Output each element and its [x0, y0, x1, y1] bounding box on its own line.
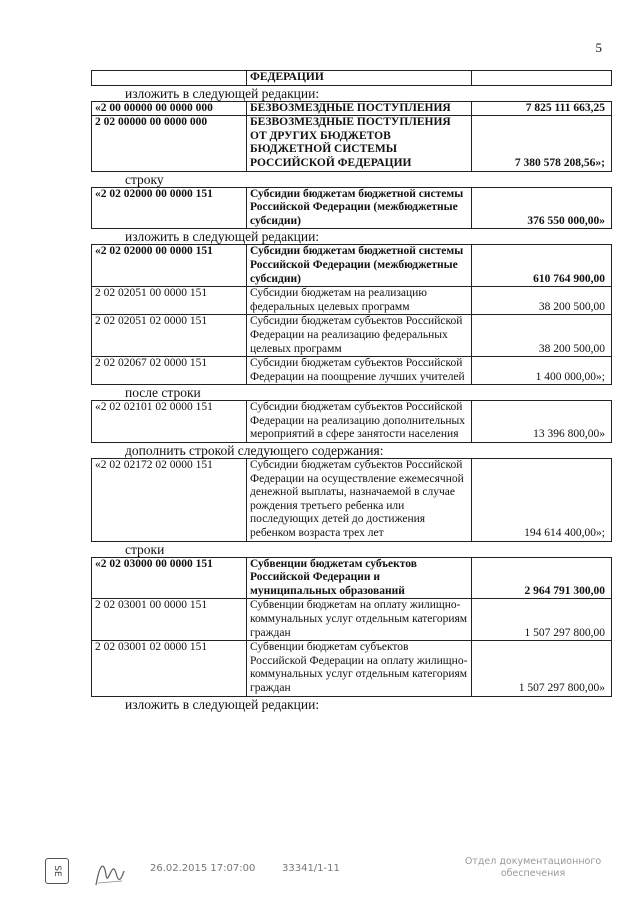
- amount-cell: 194 614 400,00»;: [472, 459, 612, 542]
- amount-cell: 2 964 791 300,00: [472, 557, 612, 599]
- instruction-text: строки: [125, 541, 165, 557]
- department-watermark: Отдел документационного обеспечения: [464, 856, 602, 879]
- instruction-text: строку: [125, 171, 164, 187]
- code-cell: «2 02 03000 00 0000 151: [92, 557, 247, 599]
- budget-table: [91, 101, 612, 172]
- registration-stamp: SE: [45, 858, 69, 884]
- amount-cell: 610 764 900,00: [472, 245, 612, 287]
- amount-cell: 1 507 297 800,00: [472, 599, 612, 641]
- code-cell: 2 02 02051 00 0000 151: [92, 287, 247, 315]
- budget-table: [91, 458, 612, 542]
- table-row: [92, 557, 612, 599]
- document-body: [91, 70, 605, 712]
- name-cell: БЕЗВОЗМЕЗДНЫЕ ПОСТУПЛЕНИЯ: [247, 101, 472, 116]
- page-footer: [0, 853, 640, 893]
- table-row: [92, 641, 612, 696]
- table-row: [92, 401, 612, 443]
- name-cell: Субвенции бюджетам на оплату жилищно-коммунальных услуг отдельным категориям граждан: [247, 599, 472, 641]
- amount-cell: [472, 71, 612, 86]
- instruction-text: дополнить строкой следующего содержания:: [125, 443, 384, 459]
- name-cell: Субсидии бюджетам бюджетной системы Российской Федерации (межбюджетные субсидии): [247, 187, 472, 229]
- footer-doc-number: 33341/1-11: [282, 863, 340, 874]
- instruction-text: изложить в следующей редакции:: [125, 229, 320, 245]
- name-cell: Субсидии бюджетам субъектов Российской Федерации на осуществление ежемесячной денежной выплаты, назначаемой в случае рождения третьего ребенка или последующих детей до достижения ребенком возраста трех лет: [247, 459, 472, 542]
- table-row: [92, 459, 612, 542]
- instruction-text: после строки: [125, 385, 201, 401]
- name-cell: Субсидии бюджетам субъектов Российской Федерации на реализацию федеральных целевых программ: [247, 315, 472, 357]
- name-cell: ФЕДЕРАЦИИ: [247, 71, 472, 86]
- page-number: 5: [595, 40, 602, 55]
- table-row: [92, 245, 612, 287]
- table-row: [92, 315, 612, 357]
- budget-table: [91, 244, 612, 385]
- amount-cell: 376 550 000,00»: [472, 187, 612, 229]
- code-cell: 2 02 03001 02 0000 151: [92, 641, 247, 696]
- code-cell: [92, 71, 247, 86]
- budget-table: [91, 70, 612, 86]
- code-cell: 2 02 02067 02 0000 151: [92, 357, 247, 385]
- amount-cell: 1 400 000,00»;: [472, 357, 612, 385]
- instruction-text: изложить в следующей редакции:: [125, 696, 320, 712]
- amount-cell: 7 825 111 663,25: [472, 101, 612, 116]
- signature-icon: [90, 853, 130, 893]
- table-row: [92, 101, 612, 116]
- code-cell: «2 02 02101 02 0000 151: [92, 401, 247, 443]
- code-cell: «2 02 02000 00 0000 151: [92, 245, 247, 287]
- instruction-text: изложить в следующей редакции:: [125, 85, 320, 101]
- code-cell: 2 02 02051 02 0000 151: [92, 315, 247, 357]
- table-row: [92, 357, 612, 385]
- code-cell: «2 00 00000 00 0000 000: [92, 101, 247, 116]
- table-row: [92, 116, 612, 171]
- budget-table: [91, 400, 612, 443]
- code-cell: 2 02 03001 00 0000 151: [92, 599, 247, 641]
- budget-table: [91, 187, 612, 230]
- name-cell: Субвенции бюджетам субъектов Российской Федерации на оплату жилищно-коммунальных услуг отдельным категориям граждан: [247, 641, 472, 696]
- name-cell: Субсидии бюджетам субъектов Российской Федерации на поощрение лучших учителей: [247, 357, 472, 385]
- amount-cell: 13 396 800,00»: [472, 401, 612, 443]
- name-cell: БЕЗВОЗМЕЗДНЫЕ ПОСТУПЛЕНИЯ ОТ ДРУГИХ БЮДЖЕТОВ БЮДЖЕТНОЙ СИСТЕМЫ РОССИЙСКОЙ ФЕДЕРАЦИИ: [247, 116, 472, 171]
- footer-date: 26.02.2015 17:07:00: [150, 863, 256, 874]
- code-cell: «2 02 02172 02 0000 151: [92, 459, 247, 542]
- amount-cell: 7 380 578 208,56»;: [472, 116, 612, 171]
- name-cell: Субсидии бюджетам на реализацию федеральных целевых программ: [247, 287, 472, 315]
- name-cell: Субсидии бюджетам бюджетной системы Российской Федерации (межбюджетные субсидии): [247, 245, 472, 287]
- name-cell: Субсидии бюджетам субъектов Российской Федерации на реализацию дополнительных мероприятий в сфере занятости населения: [247, 401, 472, 443]
- table-row: [92, 599, 612, 641]
- amount-cell: 1 507 297 800,00»: [472, 641, 612, 696]
- budget-table: [91, 557, 612, 697]
- code-cell: «2 02 02000 00 0000 151: [92, 187, 247, 229]
- table-row: [92, 187, 612, 229]
- amount-cell: 38 200 500,00: [472, 315, 612, 357]
- code-cell: 2 02 00000 00 0000 000: [92, 116, 247, 171]
- amount-cell: 38 200 500,00: [472, 287, 612, 315]
- table-row: [92, 287, 612, 315]
- table-row: [92, 71, 612, 86]
- name-cell: Субвенции бюджетам субъектов Российской Федерации и муниципальных образований: [247, 557, 472, 599]
